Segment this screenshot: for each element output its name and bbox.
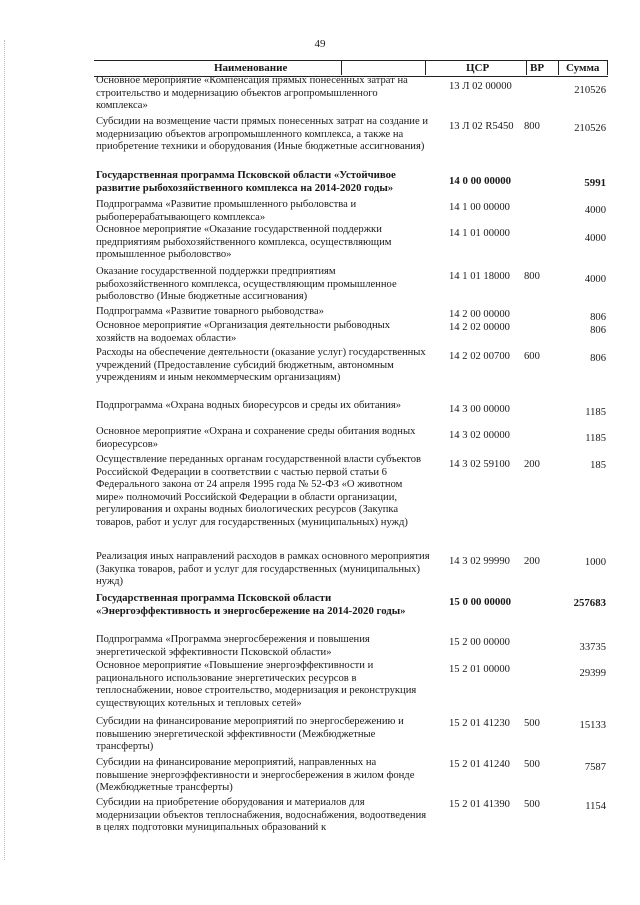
header-divider xyxy=(425,60,426,75)
row-csr: 14 1 00 00000 xyxy=(449,202,510,213)
row-vr: 500 xyxy=(524,718,540,729)
header-divider xyxy=(607,60,608,75)
row-vr: 200 xyxy=(524,556,540,567)
row-name: Государственная программа Псковской области «Энергоэффективность и энергосбережение на 2014-2020 годы» xyxy=(96,592,406,617)
row-name: Осуществление переданных органам государственной власти субъектов Российской Федерации в соответствии с частью первой статьи 6 Федерального закона от 24 апреля 1995 года № 52-ФЗ «О животном мире» полномочий Российской Федерации в области организации, регулирования и охраны водных биологических ресурсов (Закупка товаров, работ и услуг для государственных (муниципальных) нужд) xyxy=(96,454,422,528)
row-sum: 7587 xyxy=(584,762,606,773)
row-sum: 210526 xyxy=(574,85,606,96)
row-name: Субсидии на возмещение части прямых понесенных затрат на создание и модернизацию объектов агропромышленного комплекса, а также на приобретение техники и оборудования (Иные бюджетные ассигнования) xyxy=(96,116,428,153)
header-divider xyxy=(341,60,342,75)
row-name: Субсидии на финансирование мероприятий по энергосбережению и повышению энергетической эффективности (Межбюджетные трансферты) xyxy=(96,716,404,753)
row-sum: 1154 xyxy=(585,801,606,812)
row-name: Основное мероприятие «Повышение энергоэффективности и рационального использование энергетических ресурсов в теплоснабжении, новое строительство, модернизация и реконструкция существующих котельных и тепловых сетей» xyxy=(96,660,417,709)
row-name: Основное мероприятие «Оказание государственной поддержки предприятиям рыбохозяйственного комплекса, осуществляющим промышленное рыболовство» xyxy=(96,224,392,261)
row-csr: 14 1 01 00000 xyxy=(449,228,510,239)
row-csr: 14 3 02 59100 xyxy=(449,459,510,470)
row-vr: 800 xyxy=(524,271,540,282)
row-csr: 13 Л 02 00000 xyxy=(449,81,512,92)
header-divider xyxy=(558,60,559,75)
row-csr: 14 1 01 18000 xyxy=(449,271,510,282)
row-name: Подпрограмма «Развитие товарного рыбоводства» xyxy=(96,306,324,317)
header-name: Наименование xyxy=(214,62,288,74)
row-sum: 806 xyxy=(590,312,606,323)
row-csr: 15 2 01 41240 xyxy=(449,759,510,770)
row-csr: 13 Л 02 R5450 xyxy=(449,121,514,132)
header-vr: ВР xyxy=(530,62,545,74)
header-sum: Сумма xyxy=(566,62,600,74)
row-sum: 4000 xyxy=(584,274,606,285)
header-csr: ЦСР xyxy=(466,62,490,74)
row-name: Государственная программа Псковской области «Устойчивое развитие рыбохозяйственного комплекса на 2014-2020 годы» xyxy=(96,169,396,194)
row-sum: 15133 xyxy=(579,720,606,731)
row-name: Подпрограмма «Развитие промышленного рыболовства и рыбоперерабатывающего комплекса» xyxy=(96,199,357,223)
row-sum: 33735 xyxy=(579,642,606,653)
row-name: Подпрограмма «Программа энергосбережения и повышения энергетической эффективности Псковской области» xyxy=(96,634,370,658)
row-vr: 600 xyxy=(524,351,540,362)
row-sum: 257683 xyxy=(573,597,606,609)
header-divider xyxy=(526,60,527,75)
row-name: Расходы на обеспечение деятельности (оказание услуг) государственных учреждений (Предоставление субсидий бюджетным, автономным учреждениям и иным некоммерческим организациям) xyxy=(96,347,426,384)
row-sum: 806 xyxy=(590,353,606,364)
row-name: Оказание государственной поддержки предприятиям рыбохозяйственного комплекса, осуществляющим промышленное рыболовство (Иные бюджетные ассигнования) xyxy=(96,266,397,303)
row-sum: 4000 xyxy=(584,233,606,244)
row-name: Субсидии на финансирование мероприятий, направленных на повышение энергоэффективности и энергосбережения в жилом фонде (Межбюджетные трансферты) xyxy=(96,757,415,794)
page-number: 49 xyxy=(314,38,326,50)
row-csr: 15 2 01 00000 xyxy=(449,664,510,675)
row-csr: 15 2 00 00000 xyxy=(449,637,510,648)
row-sum: 1000 xyxy=(584,557,606,568)
row-csr: 14 2 00 00000 xyxy=(449,309,510,320)
row-csr: 14 3 02 99990 xyxy=(449,556,510,567)
row-sum: 1185 xyxy=(585,407,606,418)
row-csr: 14 2 02 00700 xyxy=(449,351,510,362)
row-vr: 800 xyxy=(524,121,540,132)
row-sum: 210526 xyxy=(574,123,606,134)
row-sum: 5991 xyxy=(584,177,606,189)
row-csr: 14 3 02 00000 xyxy=(449,430,510,441)
row-sum: 806 xyxy=(590,325,606,336)
row-sum: 29399 xyxy=(579,668,606,679)
row-name: Основное мероприятие «Компенсация прямых понесенных затрат на строительство и модернизацию объектов агропромышленного комплекса» xyxy=(96,75,408,112)
row-csr: 15 0 00 00000 xyxy=(449,596,512,608)
row-vr: 500 xyxy=(524,759,540,770)
row-sum: 4000 xyxy=(584,205,606,216)
row-csr: 14 3 00 00000 xyxy=(449,404,510,415)
row-name: Реализация иных направлений расходов в рамках основного мероприятия (Закупка товаров, работ и услуг для государственных (муниципальных) нужд) xyxy=(96,551,430,588)
scan-edge-dots xyxy=(4,40,7,860)
row-csr: 15 2 01 41390 xyxy=(449,799,510,810)
row-vr: 500 xyxy=(524,799,540,810)
row-name: Субсидии на приобретение оборудования и материалов для модернизации объектов теплоснабжения, водоснабжения, водоотведения в целях подготовки муниципальных образований к xyxy=(96,797,427,834)
row-sum: 1185 xyxy=(585,433,606,444)
row-csr: 15 2 01 41230 xyxy=(449,718,510,729)
row-name: Основное мероприятие «Организация деятельности рыбоводных хозяйств на водоемах области» xyxy=(96,320,391,344)
row-vr: 200 xyxy=(524,459,540,470)
row-name: Основное мероприятие «Охрана и сохранение среды обитания водных биоресурсов» xyxy=(96,426,416,450)
row-name: Подпрограмма «Охрана водных биоресурсов и среды их обитания» xyxy=(96,400,402,411)
row-csr: 14 2 02 00000 xyxy=(449,322,510,333)
row-csr: 14 0 00 00000 xyxy=(449,175,512,187)
row-sum: 185 xyxy=(590,460,606,471)
